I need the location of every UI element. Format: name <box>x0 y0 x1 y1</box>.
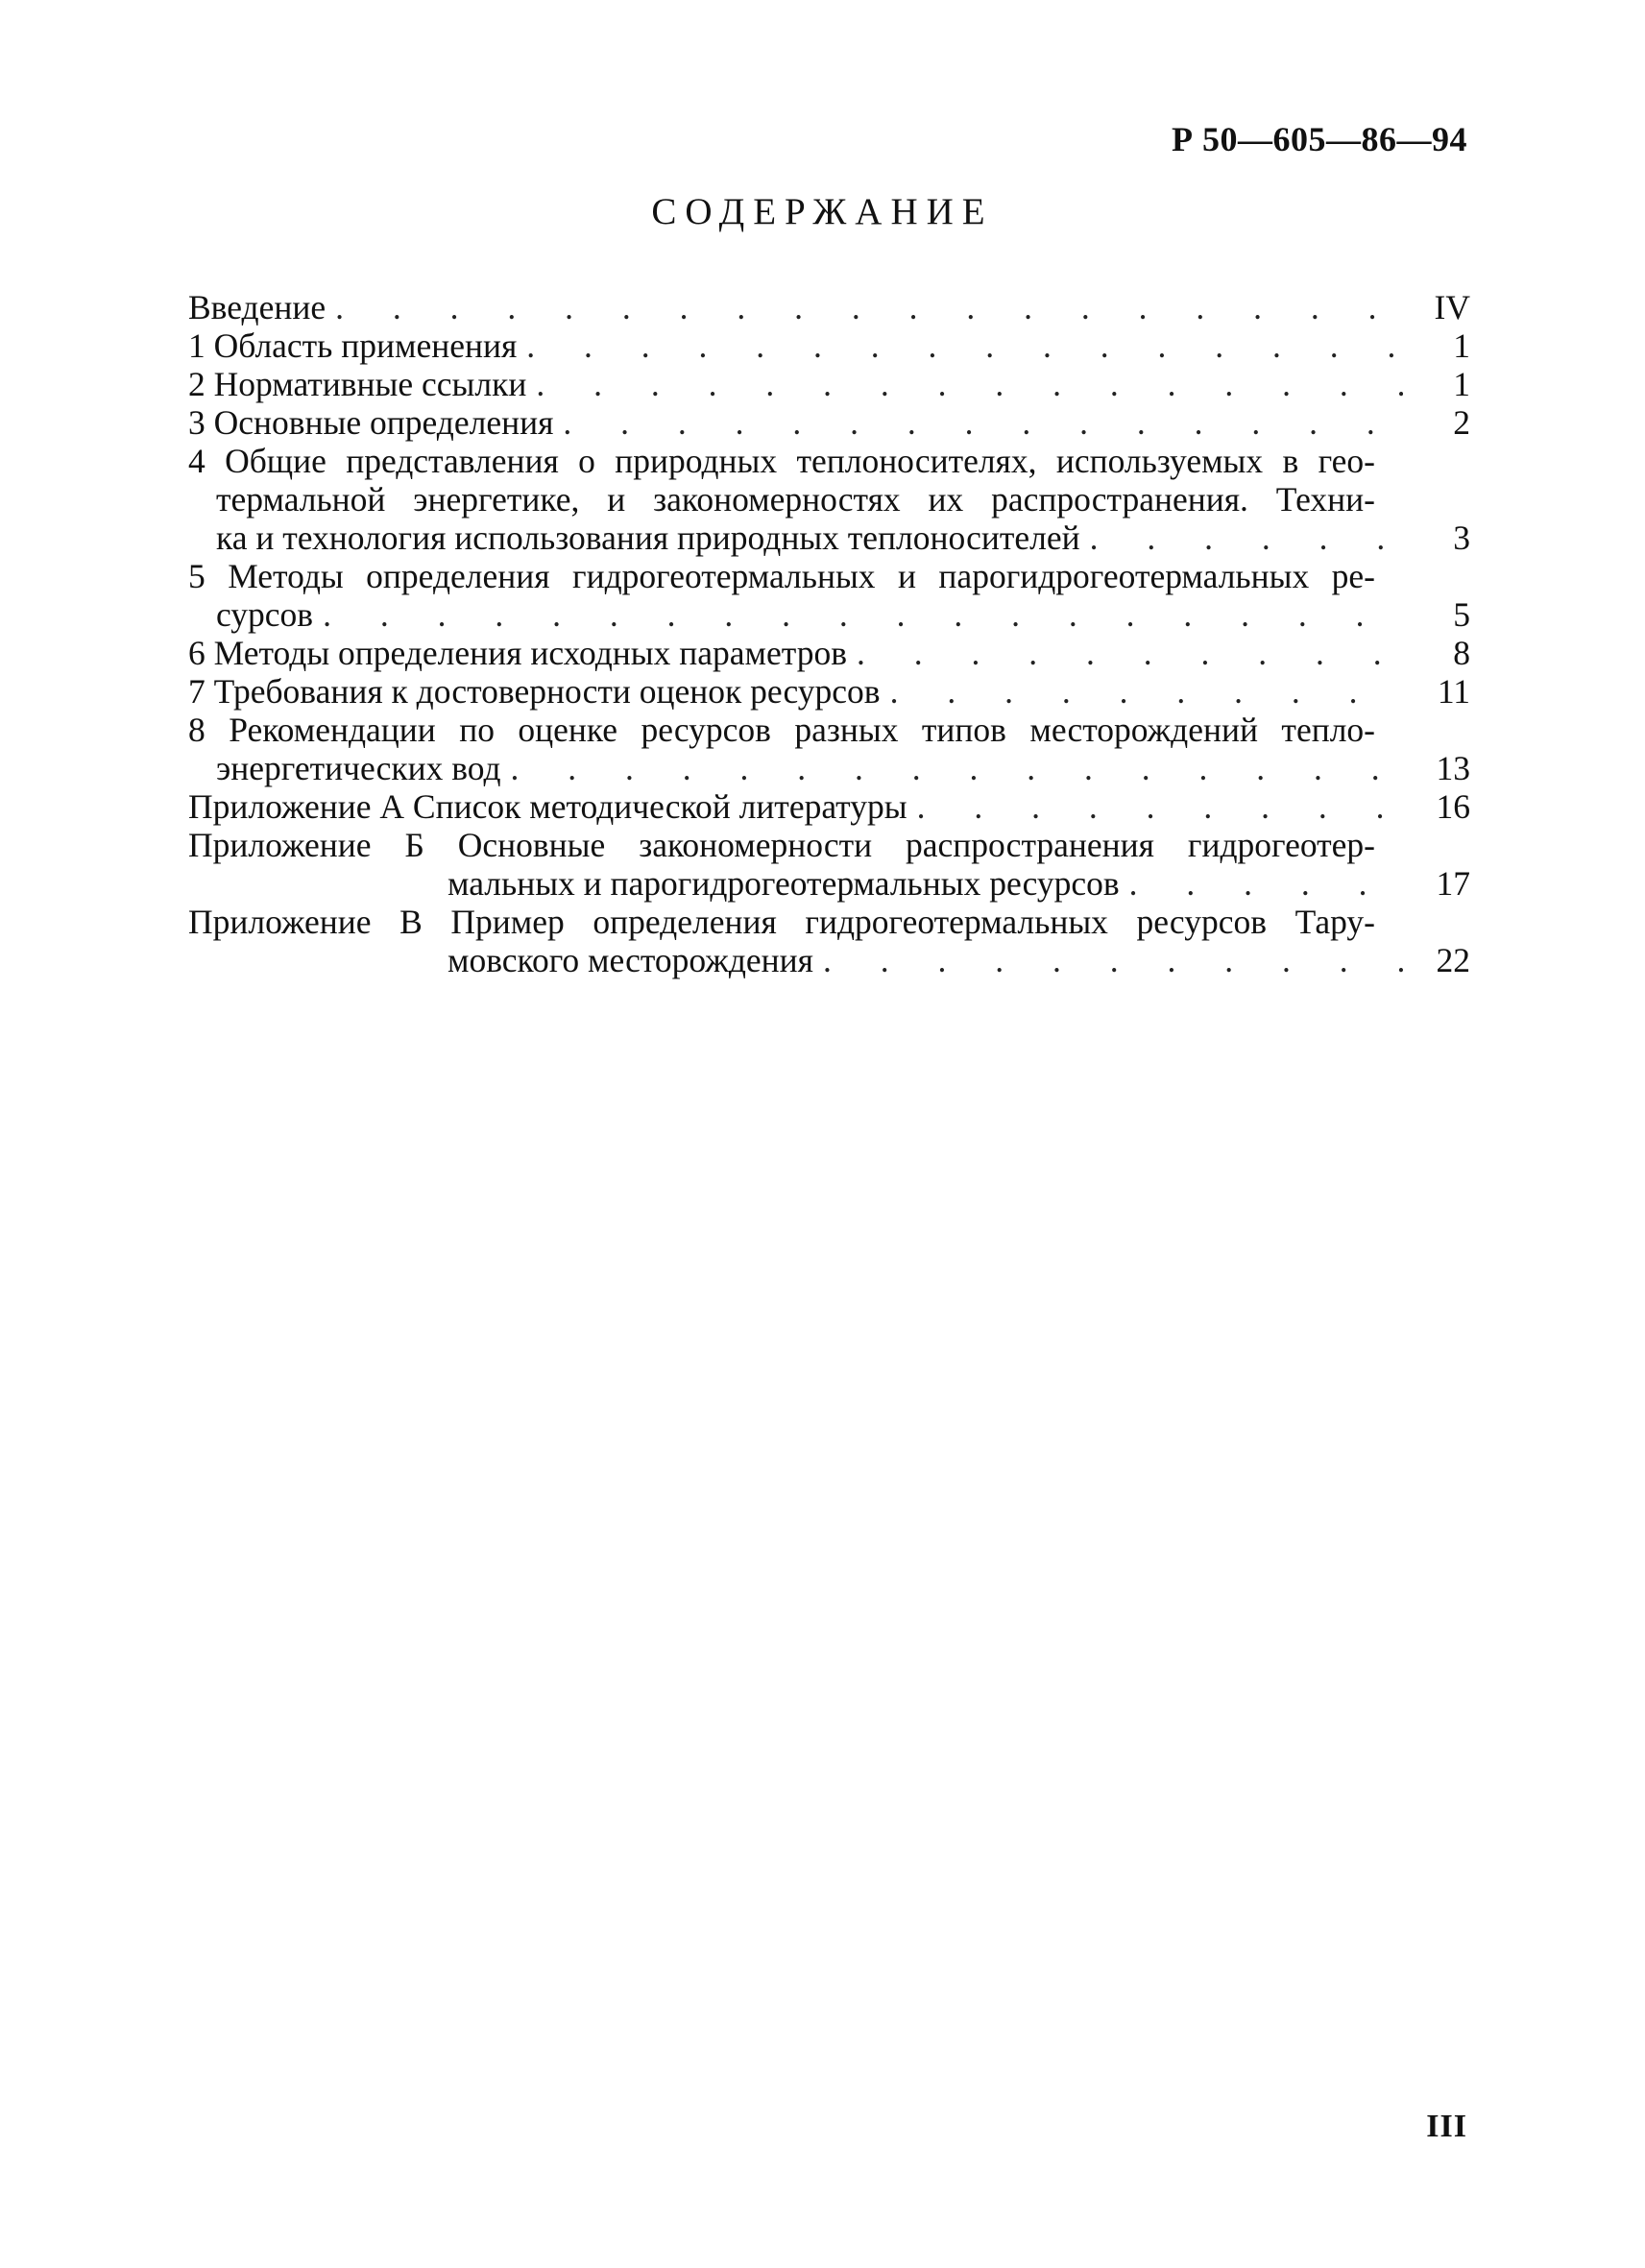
leader-dots <box>907 787 1403 826</box>
toc-entry-label: 5 Методы определения гидрогеотермальных и парогидрогеотермальных ре- <box>188 557 1375 595</box>
toc-entry-label-continued: энергетических вод <box>216 749 501 787</box>
toc-entry-page: 17 <box>1436 864 1470 903</box>
toc-entry-line[interactable] <box>188 749 1470 787</box>
leader-dots <box>813 941 1403 979</box>
toc-entry-label: 3 Основные определения <box>188 403 554 442</box>
toc-entry-page: 3 <box>1453 519 1470 557</box>
toc-entry-line[interactable] <box>188 557 1470 595</box>
toc-entry-label: 6 Методы определения исходных параметров <box>188 634 847 672</box>
toc-entry[interactable] <box>188 365 1470 403</box>
leader-dots <box>847 634 1403 672</box>
toc-entry-page: 11 <box>1437 672 1470 711</box>
toc-entry-page: 22 <box>1436 941 1470 979</box>
toc-entry-line[interactable] <box>188 864 1470 903</box>
toc-entry-line[interactable] <box>188 826 1470 864</box>
toc-entry-line[interactable] <box>188 903 1470 941</box>
toc-entry-label-continued: сурсов <box>216 595 314 634</box>
toc-entry-page: 16 <box>1436 787 1470 826</box>
toc-entry-page: 2 <box>1453 403 1470 442</box>
toc-entry-line[interactable] <box>188 595 1470 634</box>
toc-entry-label: 7 Требования к достоверности оценок ресурсов <box>188 672 881 711</box>
toc-entry[interactable] <box>188 288 1470 326</box>
leader-dots <box>1120 864 1403 903</box>
document-code: Р 50—605—86—94 <box>1172 120 1467 158</box>
leader-dots <box>1080 519 1403 557</box>
toc-entry-page: 5 <box>1453 595 1470 634</box>
leader-dots <box>313 595 1403 634</box>
toc-entry-page: 13 <box>1436 749 1470 787</box>
toc-entry[interactable] <box>188 326 1470 365</box>
leader-dots <box>326 288 1403 326</box>
toc-entry-label: 4 Общие представления о природных теплоносителях, используемых в гео- <box>188 442 1375 480</box>
toc-entry-label: Приложение Б Основные закономерности распространения гидрогеотер- <box>188 826 1375 864</box>
leader-dots <box>517 326 1403 365</box>
toc-entry-label: 8 Рекомендации по оценке ресурсов разных типов месторождений тепло- <box>188 711 1375 749</box>
toc-entry-label: Приложение В Пример определения гидрогеотермальных ресурсов Тару- <box>188 903 1375 941</box>
toc-entry-label: 1 Область применения <box>188 326 518 365</box>
leader-dots <box>526 365 1403 403</box>
toc-entry-label-continued: мовского месторождения <box>448 941 813 979</box>
toc-entry-line[interactable] <box>188 442 1470 480</box>
toc-entry-line[interactable] <box>188 711 1470 749</box>
toc-title: СОДЕРЖАНИЕ <box>651 191 994 232</box>
leader-dots <box>501 749 1403 787</box>
toc-entry-label: 2 Нормативные ссылки <box>188 365 527 403</box>
toc-entry[interactable] <box>188 672 1470 711</box>
leader-dots <box>881 672 1403 711</box>
toc-entry-label: Приложение А Список методической литературы <box>188 787 907 826</box>
toc-entry-page: IV <box>1434 288 1470 326</box>
page-number: III <box>1426 2109 1467 2144</box>
toc-entry-page: 1 <box>1453 365 1470 403</box>
leader-dots <box>553 403 1403 442</box>
toc-entry[interactable] <box>188 403 1470 442</box>
toc-entry[interactable] <box>188 634 1470 672</box>
toc-entry-page: 1 <box>1453 326 1470 365</box>
toc-entry-line[interactable] <box>188 941 1470 979</box>
toc-entry-label-continued: ка и технология использования природных теплоносителей <box>216 519 1080 557</box>
toc-entry-label: Введение <box>188 288 327 326</box>
toc-entry-page: 8 <box>1453 634 1470 672</box>
toc-entry[interactable] <box>188 787 1470 826</box>
toc-entry-label-continued: термальной энергетике, и закономерностях их распространения. Техни- <box>216 480 1375 519</box>
toc-entry-line[interactable] <box>188 480 1470 519</box>
toc-entry-label-continued: мальных и парогидрогеотермальных ресурсов <box>448 864 1120 903</box>
table-of-contents <box>188 288 1470 979</box>
toc-entry-line[interactable] <box>188 519 1470 557</box>
